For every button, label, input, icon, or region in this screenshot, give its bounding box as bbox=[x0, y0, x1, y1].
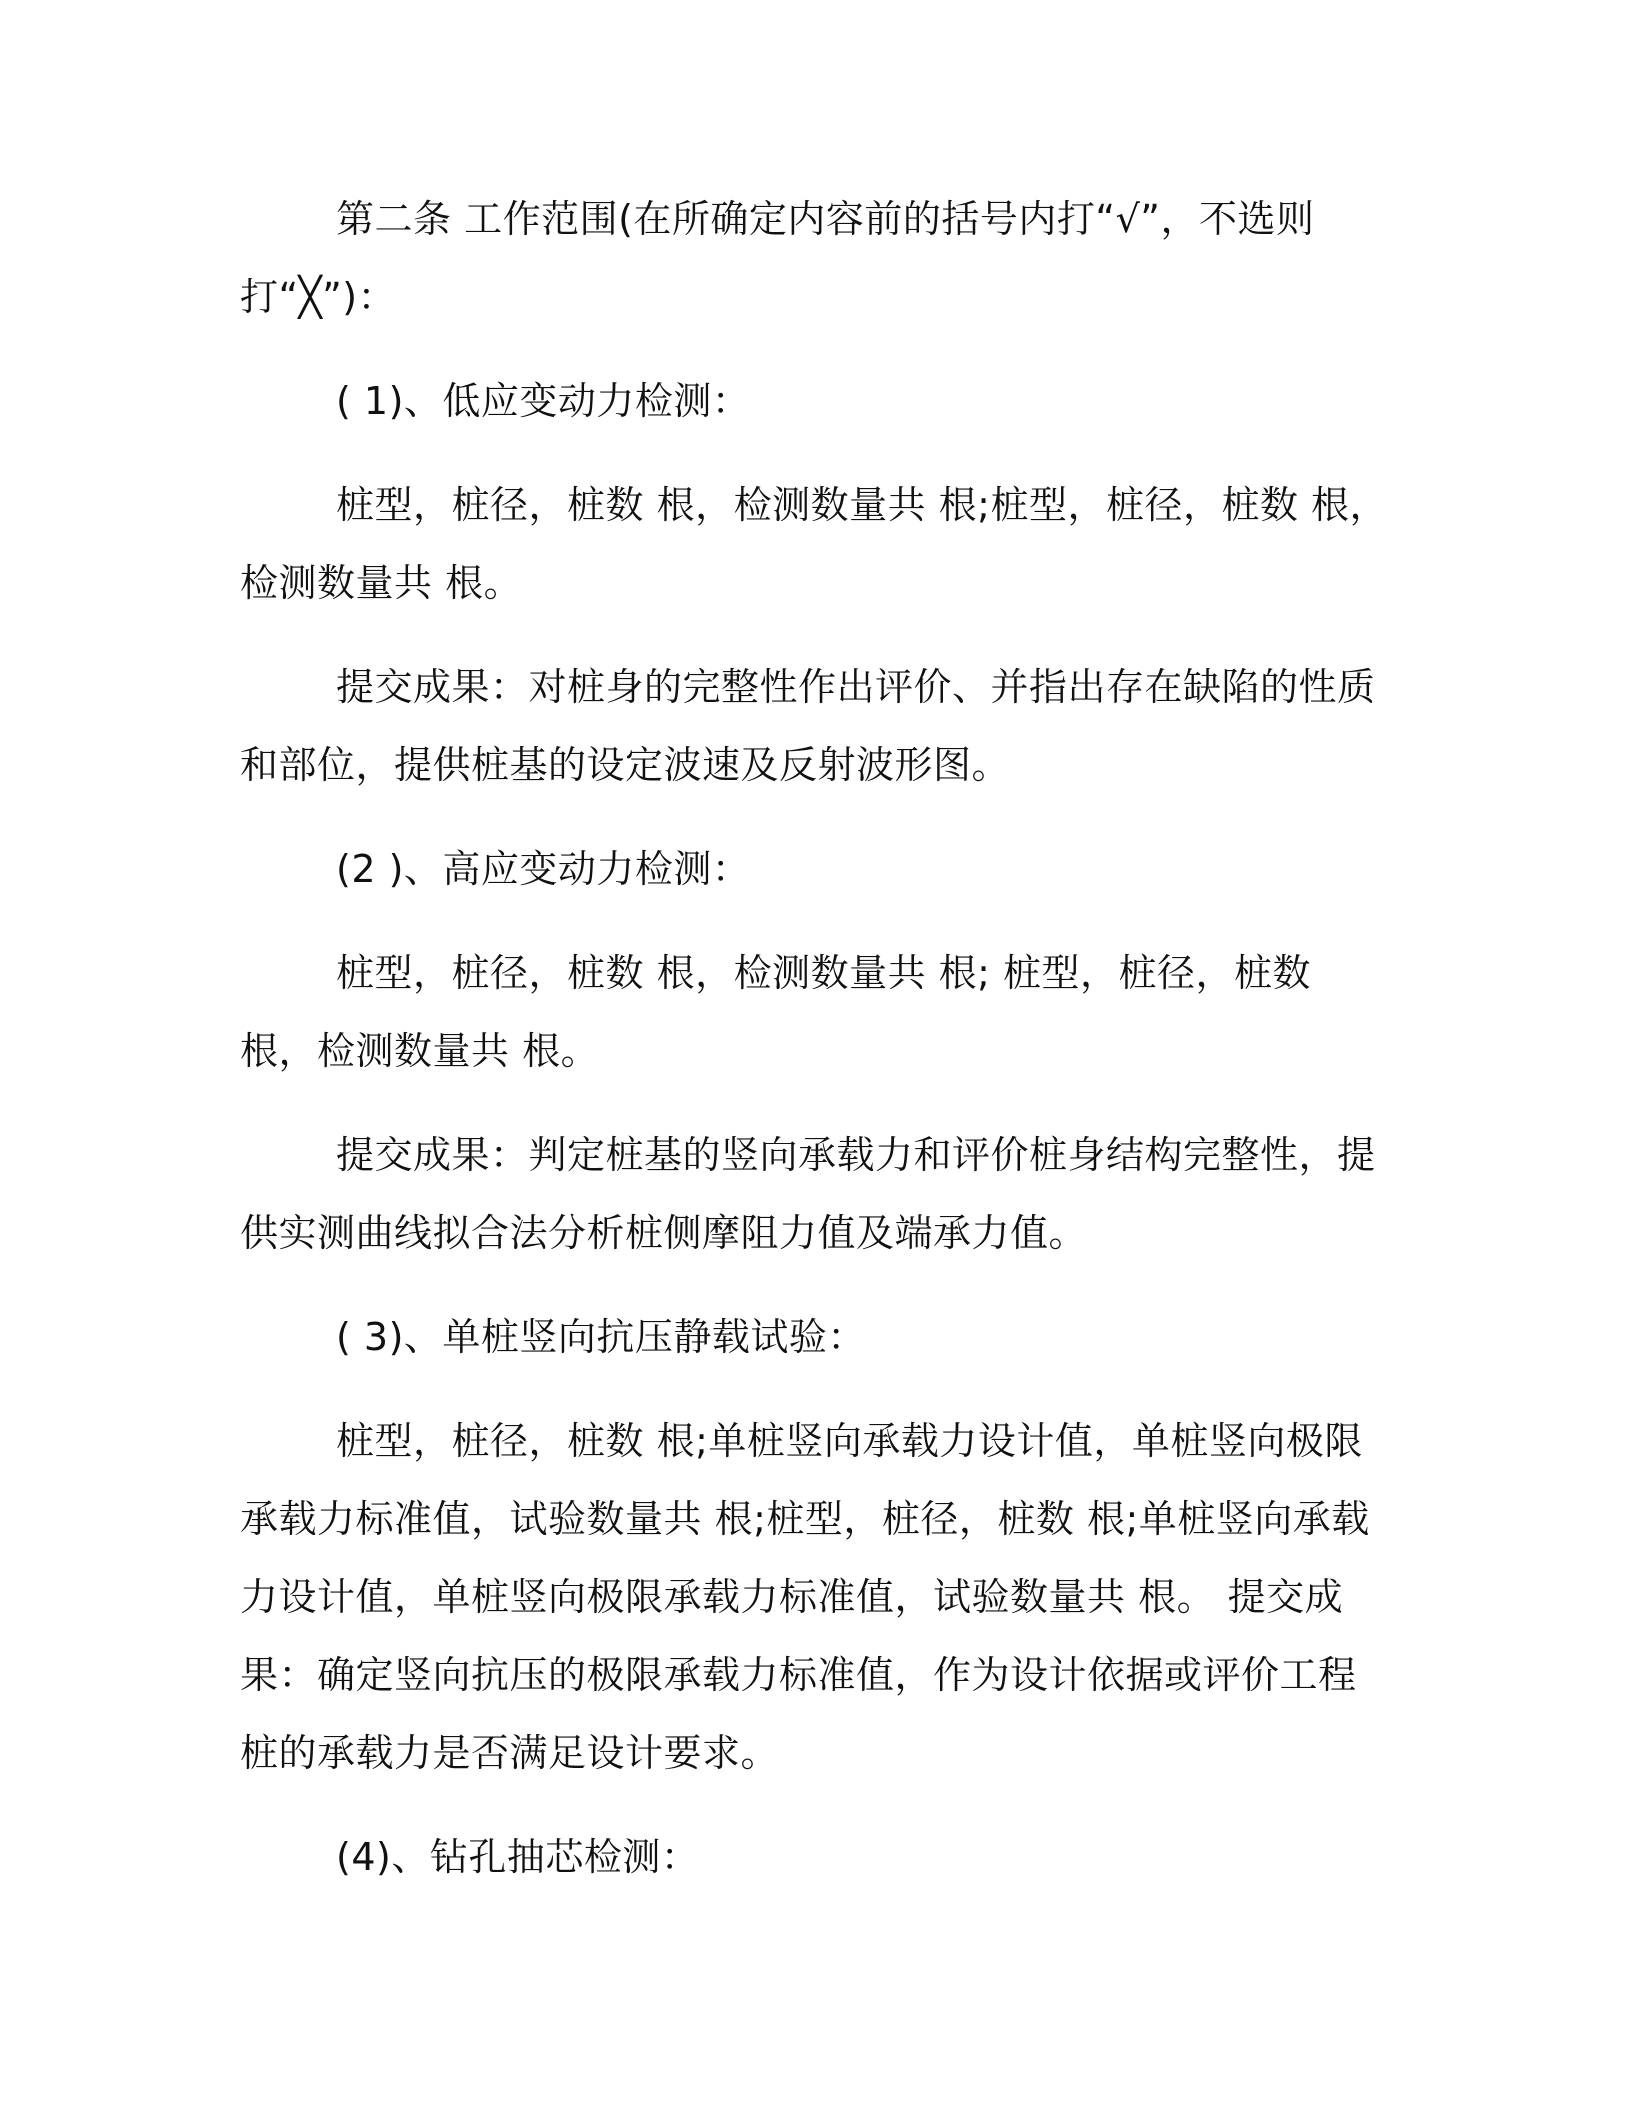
item-2-body: 桩型，桩径，桩数 根，检测数量共 根; 桩型，桩径，桩数 根，检测数量共 根。 bbox=[240, 951, 1312, 1073]
item-1-result: 提交成果：对桩身的完整性作出评价、并指出存在缺陷的性质和部位，提供桩基的设定波速及反射波形图。 bbox=[240, 665, 1376, 787]
item-2-heading: (2 )、高应变动力检测： bbox=[336, 847, 751, 891]
item-2-result: 提交成果：判定桩基的竖向承载力和评价桩身结构完整性，提供实测曲线拟合法分析桩侧摩阻力值及端承力值。 bbox=[240, 1133, 1376, 1255]
clause-two-paragraph: 第二条 工作范围(在所确定内容前的括号内打“√”，不选则打“╳”)： bbox=[240, 197, 1315, 319]
item-3-heading: ( 3)、单桩竖向抗压静载试验： bbox=[336, 1315, 866, 1359]
item-3-body: 桩型，桩径，桩数 根;单桩竖向承载力设计值，单桩竖向极限承载力标准值，试验数量共 根;桩型，桩径，桩数 根;单桩竖向承载力设计值，单桩竖向极限承载力标准值，试验数量共 根。 提交成果：确定竖向抗压的极限承载力标准值，作为设计依据或评价工程桩的承载力是否满足设计要求。 bbox=[240, 1419, 1370, 1775]
document-page bbox=[240, 180, 1390, 1922]
item-4-heading: (4)、钻孔抽芯检测： bbox=[336, 1835, 700, 1879]
item-1-heading: ( 1)、低应变动力检测： bbox=[336, 379, 751, 423]
item-1-body: 桩型，桩径，桩数 根，检测数量共 根;桩型，桩径，桩数 根，检测数量共 根。 bbox=[240, 483, 1389, 605]
